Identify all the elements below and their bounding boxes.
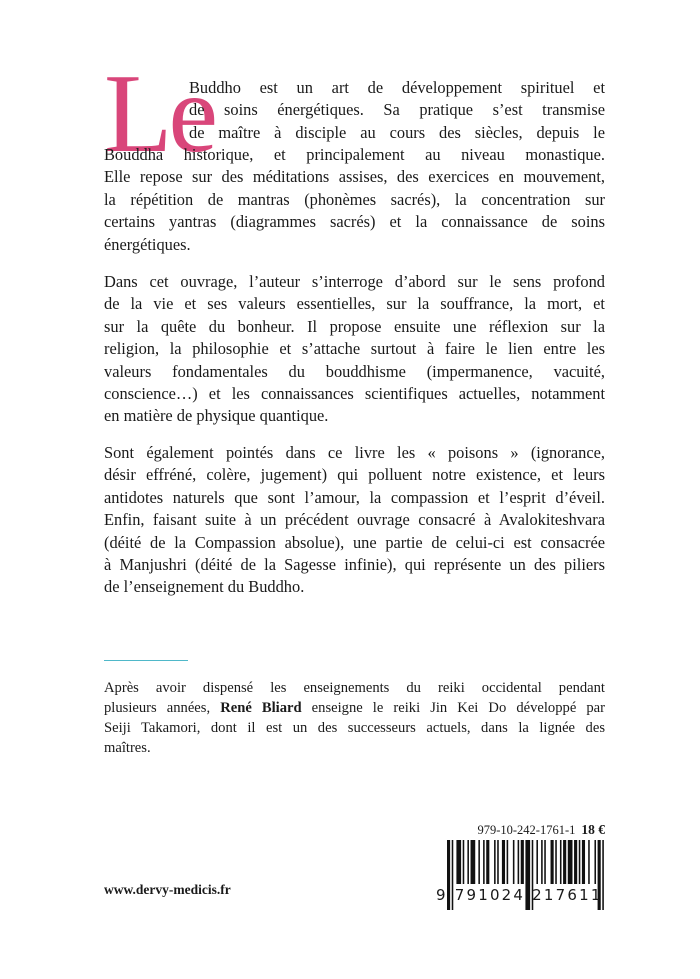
text-line: Buddho est un art de développement spirituel et: [189, 78, 605, 97]
bio-text: enseigne le reiki Jin Kei Do développé par: [301, 700, 605, 716]
barcode-bar: [560, 840, 562, 884]
text-line: à Manjushri (déité de la Sagesse infinie), qui représente un des piliers: [104, 555, 605, 575]
barcode-bar: [551, 840, 554, 884]
text-line: Enfin, faisant suite à un précédent ouvrage consacré à Avalokiteshvara: [104, 510, 605, 530]
publisher-website: www.dervy-medicis.fr: [104, 882, 231, 897]
text-line: conscience…) et les connaissances scientifiques actuelles, notamment: [104, 384, 605, 404]
text-line: de l’enseignement du Buddho.: [104, 577, 305, 597]
barcode-bar: [494, 840, 496, 884]
author-name: René Bliard: [220, 700, 302, 716]
isbn: 979-10-242-1761-1: [477, 823, 576, 837]
text-line: la répétition de mantras (phonèmes sacrés), la concentration sur: [104, 189, 605, 209]
paragraph-2: [104, 271, 605, 428]
barcode-bar: [568, 840, 573, 884]
drop-cap: Le: [104, 52, 215, 176]
barcode-bar: [486, 840, 489, 884]
barcode-bar: [594, 840, 596, 884]
barcode-bar: [507, 840, 509, 884]
barcode-bar: [544, 840, 546, 884]
barcode-bar: [497, 840, 499, 884]
text-line: énergétiques.: [104, 234, 191, 254]
text-line: Dans cet ouvrage, l’auteur s’interroge d’abord sur le sens profond: [104, 272, 605, 291]
text-line: sur la quête du bonheur. Il propose ensuite une réflexion sur la: [104, 316, 605, 336]
barcode-bar: [579, 840, 581, 884]
text-line: Elle repose sur des méditations assises, des exercices en mouvement,: [104, 167, 605, 187]
barcode-bar: [574, 840, 577, 884]
barcode-bar: [555, 840, 557, 884]
text-line: maîtres.: [104, 740, 151, 756]
text-line: certains yantras (diagrammes sacrés) et la connaissance de soins: [104, 212, 605, 232]
barcode-bar: [518, 840, 520, 884]
text-line: [104, 698, 605, 718]
barcode-bar: [582, 840, 585, 884]
text-line: antidotes naturels que sont l’amour, la compassion et l’esprit d’éveil.: [104, 487, 605, 507]
barcode-bar: [502, 840, 505, 884]
barcode-bar: [588, 840, 590, 884]
barcode-bar: [467, 840, 469, 884]
barcode-bar: [563, 840, 566, 884]
text-line: valeurs fondamentales du bouddhisme (impermanence, vacuité,: [104, 361, 605, 381]
barcode-bar: [541, 840, 543, 884]
barcode-bar: [536, 840, 538, 884]
intro-paragraph-below-cap: [104, 144, 605, 256]
barcode-bar: [456, 840, 461, 884]
author-bio: [104, 678, 605, 758]
text-line: en matière de physique quantique.: [104, 406, 329, 426]
text-line: de soins énergétiques. Sa pratique s’est transmise: [189, 100, 605, 120]
text-line: de la vie et ses valeurs essentielles, sur la souffrance, la mort, et: [104, 294, 605, 314]
text-line: Seiji Takamori, dont il est un des successeurs actuels, dans la lignée des: [104, 720, 605, 736]
price: 18 €: [581, 822, 605, 837]
barcode-bar: [483, 840, 485, 884]
barcode-bar: [513, 840, 515, 884]
barcode-bar: [521, 840, 524, 884]
section-divider: [104, 660, 188, 661]
text-line: religion, la philosophie et s’attache surtout à faire le lien entre les: [104, 339, 605, 359]
isbn-price-line: [477, 822, 605, 838]
text-line: Sont également pointés dans ce livre les « poisons » (ignorance,: [104, 443, 605, 462]
text-line: désir effréné, colère, jugement) qui polluent notre existence, et leurs: [104, 465, 605, 485]
barcode-bar: [471, 840, 476, 884]
barcode-bar: [478, 840, 480, 884]
text-line: de maître à disciple au cours des siècles, depuis le: [189, 122, 605, 142]
text-line: (déité de la Compassion absolue), une partie de celui-ci est consacrée: [104, 532, 605, 552]
bio-text: plusieurs années,: [104, 700, 221, 716]
paragraph-3: [104, 442, 605, 599]
barcode-digits: 9 791024 217611: [436, 886, 603, 904]
intro-paragraph-beside-cap: [189, 77, 605, 144]
text-line: Bouddha historique, et principalement au niveau monastique.: [104, 145, 605, 164]
barcode-bar: [463, 840, 465, 884]
text-line: Après avoir dispensé les enseignements du reiki occidental pendant: [104, 680, 605, 696]
